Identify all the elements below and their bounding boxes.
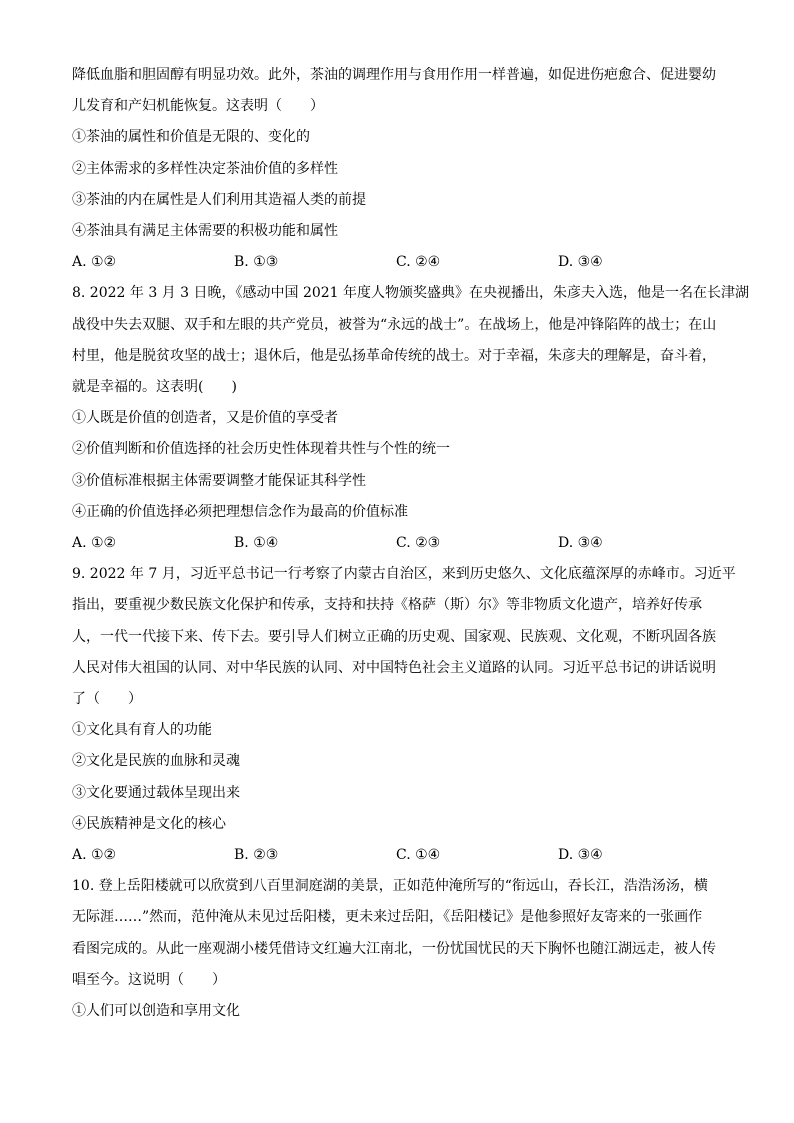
- statement: ①文化具有育人的功能: [72, 722, 212, 739]
- question-stem-line: 9. 2022 年 7 月，习近平总书记一行考察了内蒙古自治区，来到历史悠久、文化底蕴深厚的赤峰市。习近平: [72, 566, 736, 583]
- question-8: [72, 278, 750, 559]
- question-stem-line: 战役中失去双腿、双手和左眼的共产党员，被誉为“永远的战士”。在战场上，他是冲锋陷阵的战士；在山: [72, 316, 717, 333]
- question-stem-line: 降低血脂和胆固醇有明显功效。此外，茶油的调理作用与食用作用一样普遍，如促进伤疤愈合、促进婴幼: [72, 67, 716, 83]
- option-c: C. ②③: [396, 535, 441, 552]
- option-b: B. ①③: [234, 254, 279, 271]
- statement: ①人既是价值的创造者，又是价值的享受者: [72, 410, 338, 427]
- question-stem-line: 村里，他是脱贫攻坚的战士；退休后，他是弘扬革命传统的战士。对于幸福，朱彦夫的理解是，奋斗着，: [72, 347, 716, 364]
- question-stem-line: 8. 2022 年 3 月 3 日晚，《感动中国 2021 年度人物颁奖盛典》在央视播出，朱彦夫入选，他是一名在长津湖: [72, 285, 750, 302]
- statement: ④茶油具有满足主体需要的积极功能和属性: [72, 223, 338, 240]
- statement: ④正确的价值选择必须把理想信念作为最高的价值标准: [72, 503, 408, 520]
- question-stem-line: 儿发育和产妇机能恢复。这表明（ ）: [72, 98, 324, 115]
- answer-options: [72, 840, 722, 871]
- option-d: D. ③④: [558, 847, 603, 864]
- statement: ②价值判断和价值选择的社会历史性体现着共性与个性的统一: [72, 441, 450, 458]
- statement: ②主体需求的多样性决定茶油价值的多样性: [72, 160, 338, 177]
- option-d: D. ③④: [558, 254, 603, 271]
- question-stem-line: 人民对伟大祖国的认同、对中华民族的认同、对中国特色社会主义道路的认同。习近平总书记的讲话说明: [72, 659, 716, 676]
- option-a: A. ①②: [72, 847, 117, 864]
- question-stem-line: 唱至今。这说明（ ）: [72, 971, 226, 988]
- statement: ②文化是民族的血脉和灵魂: [72, 753, 240, 770]
- question-stem-line: 无际涯……”然而，范仲淹从未见过岳阳楼，更未来过岳阳，《岳阳楼记》是他参照好友寄来的一张画作: [72, 909, 703, 926]
- statement: ③文化要通过载体呈现出来: [72, 784, 240, 801]
- option-b: B. ②③: [234, 847, 279, 864]
- question-stem-line: 指出，要重视少数民族文化保护和传承，支持和扶持《格萨（斯）尔》等非物质文化遗产，培养好传承: [72, 597, 702, 614]
- option-a: A. ①②: [72, 535, 117, 552]
- statement: ③茶油的内在属性是人们利用其造福人类的前提: [72, 191, 366, 208]
- question-7: [72, 60, 722, 278]
- question-stem-line: 就是幸福的。这表明( ): [72, 379, 237, 396]
- option-c: C. ①④: [396, 847, 441, 864]
- statement: ①人们可以创造和享用文化: [72, 1003, 240, 1020]
- question-stem-line: 人，一代一代接下来、传下去。要引导人们树立正确的历史观、国家观、民族观、文化观，不断巩固各族: [72, 628, 716, 645]
- statement: ③价值标准根据主体需要调整才能保证其科学性: [72, 472, 366, 489]
- answer-options: [72, 528, 722, 559]
- question-stem-line: 看图完成的。从此一座观湖小楼凭借诗文红遍大江南北，一份忧国忧民的天下胸怀也随江湖远走，被人传: [72, 940, 716, 957]
- question-stem-line: 10. 登上岳阳楼就可以欣赏到八百里洞庭湖的美景，正如范仲淹所写的“衔远山，吞长江，浩浩汤汤，横: [72, 878, 708, 895]
- option-d: D. ③④: [558, 535, 603, 552]
- question-9: [72, 559, 736, 871]
- question-stem-line: 了（ ）: [72, 691, 142, 708]
- question-10: [72, 871, 722, 1027]
- option-a: A. ①②: [72, 254, 117, 271]
- answer-options: [72, 247, 722, 278]
- statement: ①茶油的属性和价值是无限的、变化的: [72, 129, 310, 146]
- statement: ④民族精神是文化的核心: [72, 815, 226, 832]
- exam-page: [72, 60, 750, 1027]
- option-c: C. ②④: [396, 254, 441, 271]
- option-b: B. ①④: [234, 535, 279, 552]
